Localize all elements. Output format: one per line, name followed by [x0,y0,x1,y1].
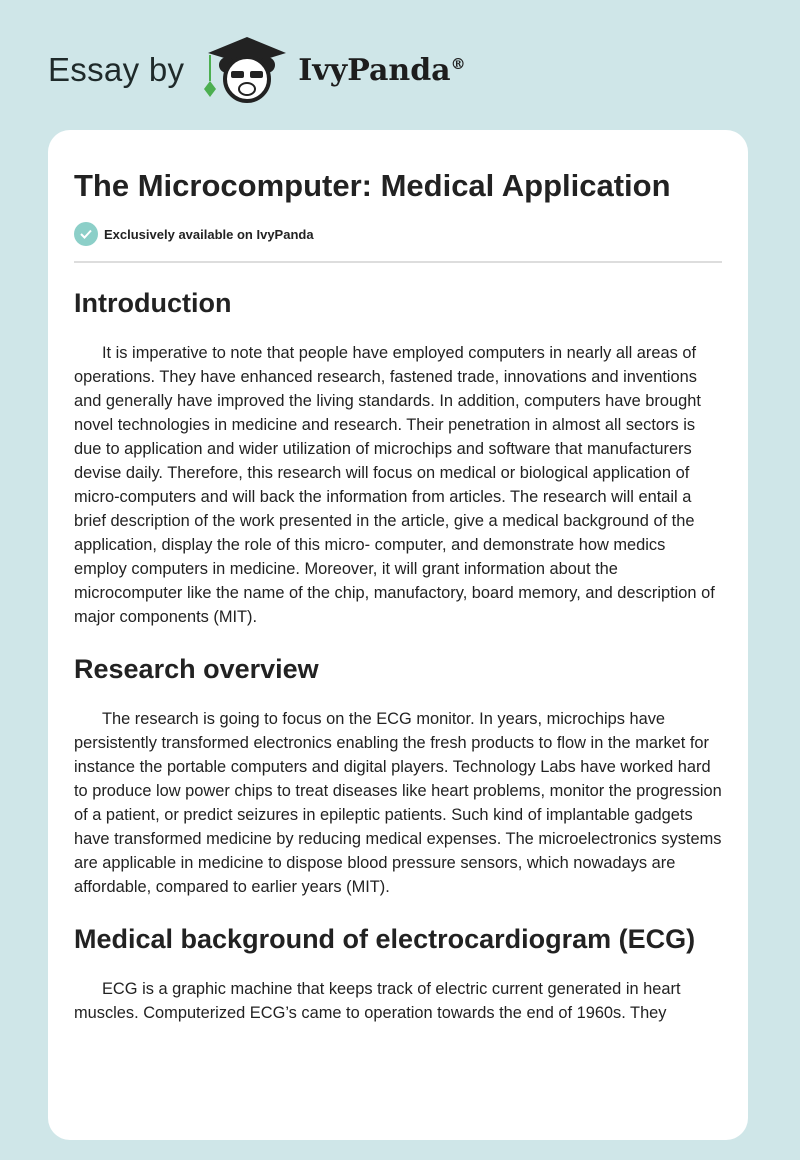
ivypanda-logo-icon[interactable] [202,35,292,105]
registered-mark: ® [450,54,466,73]
section-paragraph: It is imperative to note that people have employed computers in nearly all areas of operations. They have enhanced research, fastened trade, innovations and inventions and generally have improved the living standards. In addition, computers have brought novel technologies in medicine and research. Their penetration in almost all sectors is due to application and wider utilization of microchips and software that manufacturers devise daily. Therefore, this research will focus on medical or biological application of micro-computers and will back the information from articles. The research will entail a brief description of the work presented in the article, give a medical background of the application, display the role of this micro- computer, and demonstrate how medics employ computers in medicine. Moreover, it will grant information about the microcomputer like the name of the chip, manufactory, board memory, and description of major components (MIT). [74,344,715,626]
section-heading: Research overview [74,654,319,684]
divider [74,261,722,263]
check-icon [74,222,98,246]
essay-card [48,130,748,1140]
section-paragraph: The research is going to focus on the ECG monitor. In years, microchips have persistently transformed electronics enabling the fresh products to flow in the market for instance the portable computers and digital players. Technology Labs have worked hard to produce low power chips to treat diseases like heart problems, monitor the progression of a patient, or predict seizures in epileptic patients. Such kind of implantable gadgets have transformed medicine by reducing medical expenses. The microelectronics systems are applicable in medicine to dispose blood pressure sensors, which nowadays are affordable, compared to earlier years (MIT). [74,710,722,896]
exclusive-label: Exclusively available on IvyPanda [104,226,314,242]
brand-name [298,53,465,88]
section-heading: Medical background of electrocardiogram (ECG) [74,924,696,954]
section-heading: Introduction [74,288,232,318]
section-paragraph: ECG is a graphic machine that keeps track of electric current generated in heart muscles. Computerized ECG’s came to operation towards the end of 1960s. They [74,980,681,1022]
essay-by-label: Essay by [48,51,185,88]
brand-text: IvyPanda [298,52,451,88]
site-header [48,38,466,102]
page-title: The Microcomputer: Medical Application [74,168,671,203]
exclusive-badge [74,222,722,246]
